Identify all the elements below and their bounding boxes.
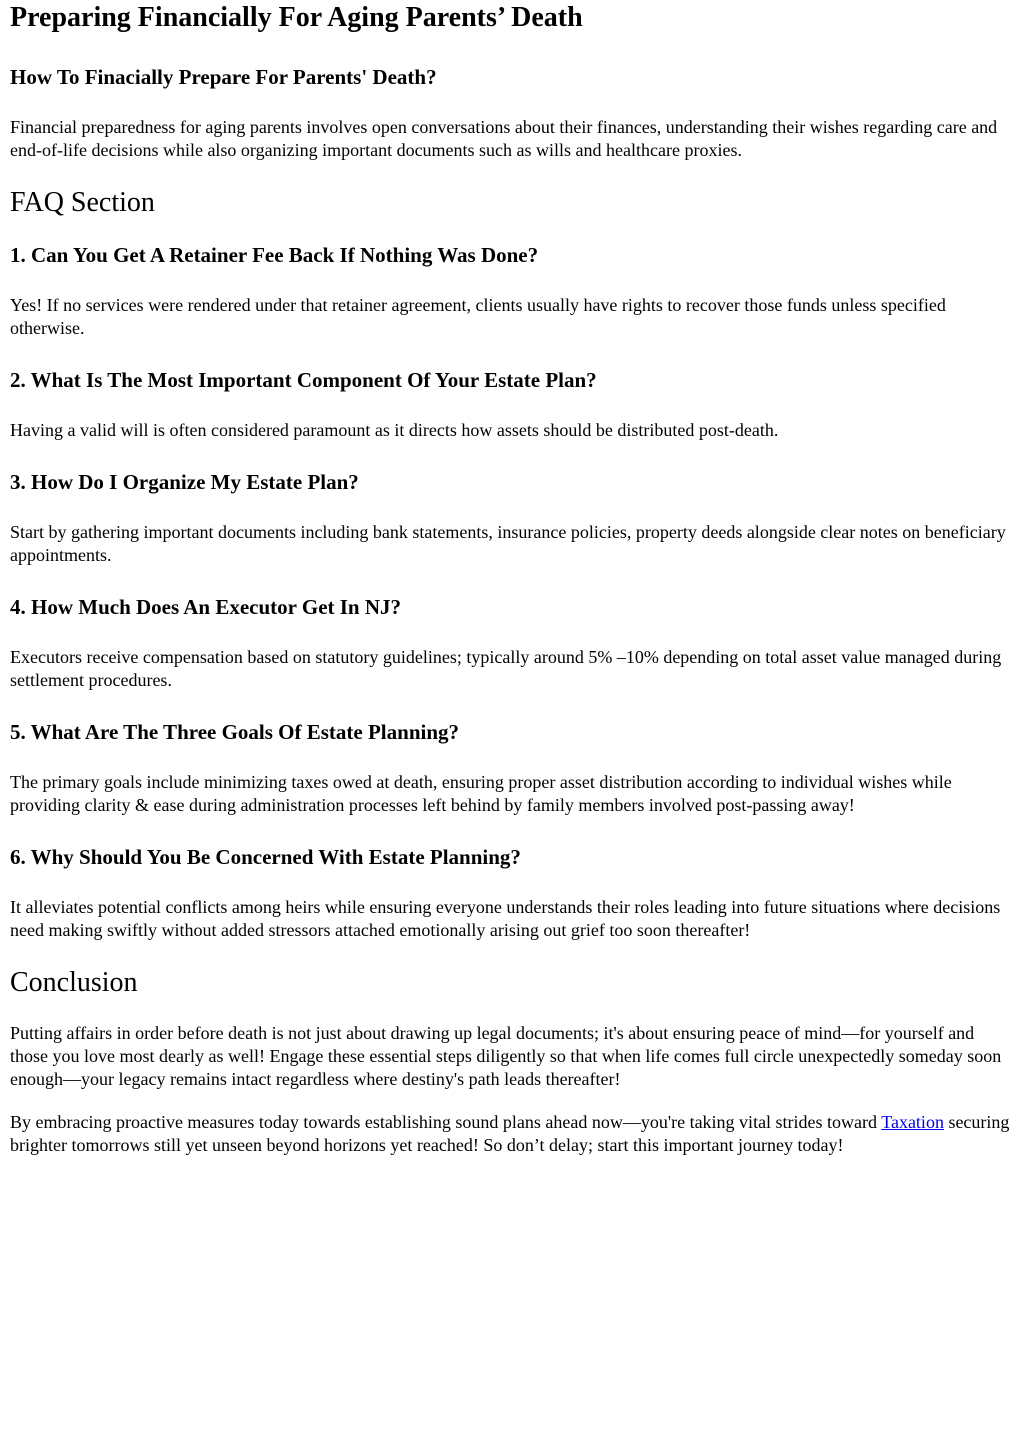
faq-question-6: 6. Why Should You Be Concerned With Estate Planning? [10, 845, 521, 869]
conclusion-paragraph-2-lead: By embracing proactive measures today towards establishing sound plans ahead now—you're taking vital strides toward [10, 1112, 882, 1132]
conclusion-paragraph-2-tail: securing brighter tomorrows still yet unseen beyond horizons yet reached! So don’t delay; start this important journey today! [10, 1112, 1010, 1155]
page-title: Preparing Financially For Aging Parents’ Death [10, 2, 583, 33]
faq-question-2: 2. What Is The Most Important Component Of Your Estate Plan? [10, 368, 597, 392]
faq-section-heading: FAQ Section [10, 187, 155, 218]
intro-paragraph: Financial preparedness for aging parents involves open conversations about their finances, understanding their wishes regarding care and end-of-life decisions while also organizing important documents such as wills and healthcare proxies. [10, 117, 998, 160]
faq-answer-5: The primary goals include minimizing taxes owed at death, ensuring proper asset distribution according to individual wishes while providing clarity & ease during administration processes left behind by family members involved post-passing away! [10, 772, 952, 815]
faq-answer-6: It alleviates potential conflicts among heirs while ensuring everyone understands their roles leading into future situations where decisions need making swiftly without added stressors attached emotionally arising out grief too soon thereafter! [10, 897, 1001, 940]
intro-heading: How To Finacially Prepare For Parents' Death? [10, 65, 437, 89]
conclusion-paragraph-1: Putting affairs in order before death is not just about drawing up legal documents; it's about ensuring peace of mind—for yourself and those you love most dearly as well! Engage these essential steps diligently so that when life comes full circle unexpectedly someday soon enough—your legacy remains intact regardless where destiny's path leads thereafter! [10, 1023, 1002, 1089]
faq-answer-1: Yes! If no services were rendered under that retainer agreement, clients usually have rights to recover those funds unless specified otherwise. [10, 295, 946, 338]
conclusion-paragraph-2 [10, 1111, 1014, 1157]
faq-question-5: 5. What Are The Three Goals Of Estate Planning? [10, 720, 460, 744]
faq-answer-4: Executors receive compensation based on statutory guidelines; typically around 5% –10% depending on total asset value managed during settlement procedures. [10, 647, 1002, 690]
taxation-link[interactable]: Taxation [881, 1112, 944, 1132]
faq-answer-3: Start by gathering important documents including bank statements, insurance policies, property deeds alongside clear notes on beneficiary appointments. [10, 522, 1006, 565]
faq-answer-2: Having a valid will is often considered paramount as it directs how assets should be distributed post-death. [10, 420, 779, 440]
faq-question-3: 3. How Do I Organize My Estate Plan? [10, 470, 359, 494]
conclusion-heading: Conclusion [10, 967, 138, 998]
faq-question-1: 1. Can You Get A Retainer Fee Back If Nothing Was Done? [10, 243, 539, 267]
faq-question-4: 4. How Much Does An Executor Get In NJ? [10, 595, 402, 619]
